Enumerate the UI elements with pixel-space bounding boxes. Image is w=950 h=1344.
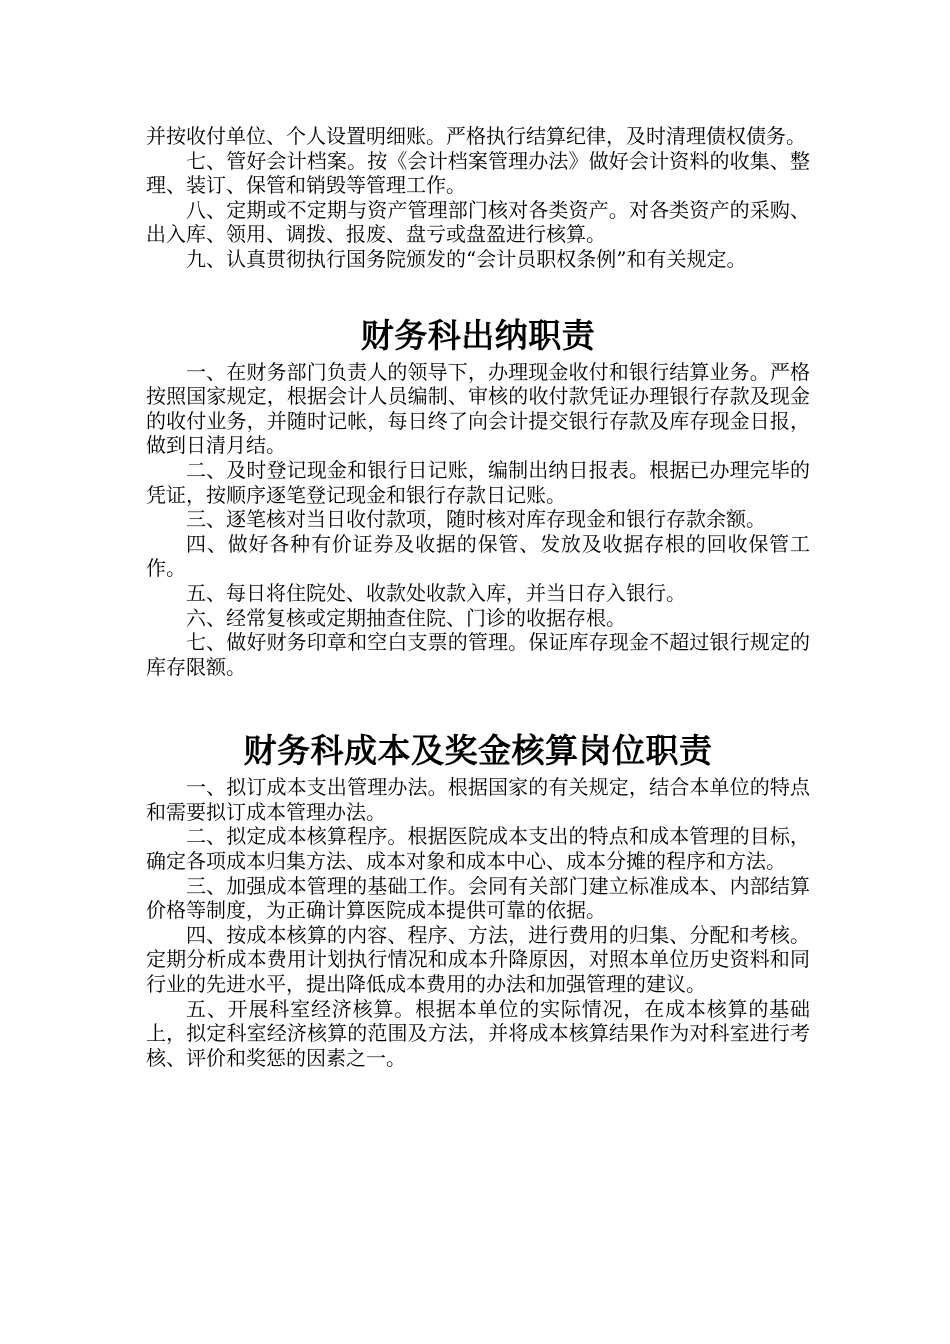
cashier-paragraph-4: 四、做好各种有价证券及收据的保管、发放及收据存根的回收保管工作。 xyxy=(146,531,810,581)
section-cost-accounting xyxy=(146,775,810,1070)
cashier-paragraph-2: 二、及时登记现金和银行日记账，编制出纳日报表。根据已办理完毕的凭证，按顺序逐笔登记现金和银行存款日记账。 xyxy=(146,457,810,507)
section-cashier xyxy=(146,360,810,680)
cashier-paragraph-1: 一、在财务部门负责人的领导下，办理现金收付和银行结算业务。严格按照国家规定，根据会计人员编制、审核的收付款凭证办理银行存款及现金的收付业务，并随时记帐，每日终了向会计提交银行存款及库存现金日报，做到日清月结。 xyxy=(146,359,810,458)
cost-paragraph-3: 三、加强成本管理的基础工作。会同有关部门建立标准成本、内部结算价格等制度，为正确计算医院成本提供可靠的依据。 xyxy=(146,873,810,923)
section-title-cost-accounting: 财务科成本及奖金核算岗位职责 xyxy=(243,731,713,771)
intro-paragraph-4: 九、认真贯彻执行国务院颁发的“会计员职权条例”和有关规定。 xyxy=(186,246,747,271)
cost-paragraph-4: 四、按成本核算的内容、程序、方法，进行费用的归集、分配和考核。定期分析成本费用计划执行情况和成本升降原因，对照本单位历史资料和同行业的先进水平，提出降低成本费用的办法和加强管理的建议。 xyxy=(146,922,810,997)
cashier-paragraph-3: 三、逐笔核对当日收付款项，随时核对库存现金和银行存款余额。 xyxy=(186,507,766,532)
cost-paragraph-1: 一、拟订成本支出管理办法。根据国家的有关规定，结合本单位的特点和需要拟订成本管理办法。 xyxy=(146,775,810,824)
cost-paragraph-2: 二、拟定成本核算程序。根据医院成本支出的特点和成本管理的目标，确定各项成本归集方法、成本对象和成本中心、成本分摊的程序和方法。 xyxy=(146,824,810,874)
cashier-paragraph-7: 七、做好财务印章和空白支票的管理。保证库存现金不超过银行规定的库存限额。 xyxy=(146,630,810,679)
cashier-paragraph-6: 六、经常复核或定期抽查住院、门诊的收据存根。 xyxy=(186,605,626,630)
document-page xyxy=(146,124,810,1070)
intro-paragraph-3: 八、定期或不定期与资产管理部门核对各类资产。对各类资产的采购、出入库、领用、调拨、报废、盘亏或盘盈进行核算。 xyxy=(146,197,810,247)
intro-block xyxy=(146,124,810,272)
intro-paragraph-2: 七、管好会计档案。按《会计档案管理办法》做好会计资料的收集、整理、装订、保管和销毁等管理工作。 xyxy=(146,148,810,198)
cashier-paragraph-5: 五、每日将住院处、收款处收款入库，并当日存入银行。 xyxy=(186,580,686,605)
section-title-cashier: 财务科出纳职责 xyxy=(360,315,596,355)
cost-paragraph-5: 五、开展科室经济核算。根据本单位的实际情况，在成本核算的基础上，拟定科室经济核算的范围及方法，并将成本核算结果作为对科室进行考核、评价和奖惩的因素之一。 xyxy=(146,996,810,1070)
intro-paragraph-1: 并按收付单位、个人设置明细账。严格执行结算纪律，及时清理债权债务。 xyxy=(146,124,806,148)
